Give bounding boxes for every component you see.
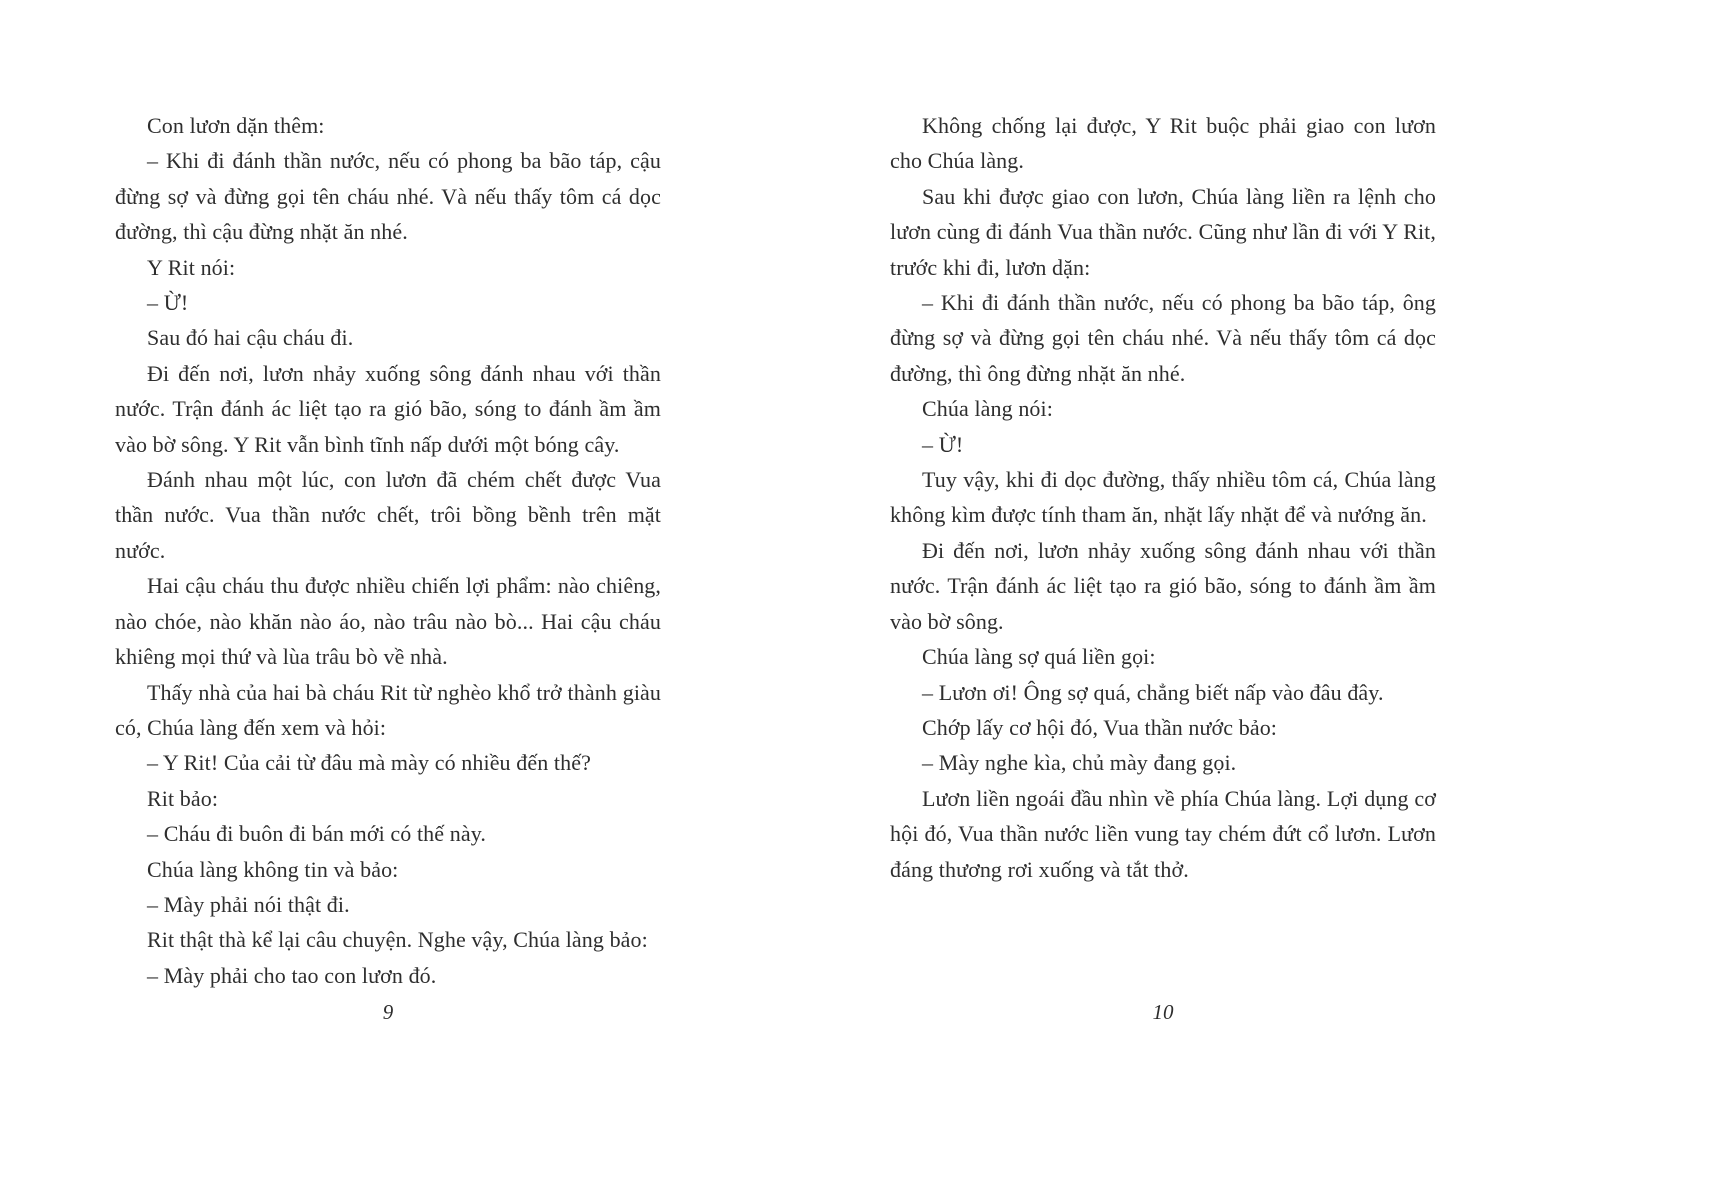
paragraph: Chúa làng sợ quá liền gọi: xyxy=(922,644,1156,670)
paragraph: Con lươn dặn thêm: xyxy=(147,113,325,138)
paragraph: Thấy nhà của hai bà cháu Rit từ nghèo khổ trở thành giàu có, Chúa làng đến xem và hỏi: xyxy=(115,679,661,740)
paragraph: – Khi đi đánh thần nước, nếu có phong ba bão táp, cậu đừng sợ và đừng gọi tên cháu nhé. Và nếu thấy tôm cá dọc đường, thì cậu đừng nhặt ăn nhé. xyxy=(115,148,661,245)
paragraph: Đi đến nơi, lươn nhảy xuống sông đánh nhau với thần nước. Trận đánh ác liệt tạo ra gió bão, sóng to đánh ầm ầm vào bờ sông. Y Rit vẫn bình tĩnh nấp dưới một bóng cây. xyxy=(115,360,661,457)
paragraph: – Mày nghe kìa, chủ mày đang gọi. xyxy=(922,750,1237,776)
page-number-left: 9 xyxy=(382,1000,394,1024)
page-right xyxy=(890,108,1436,887)
paragraph: – Ừ! xyxy=(922,431,964,457)
page-number-right: 10 xyxy=(1152,1000,1174,1024)
paragraph: Rit bảo: xyxy=(147,785,219,811)
paragraph: – Cháu đi buôn đi bán mới có thế này. xyxy=(147,821,486,847)
paragraph: Đi đến nơi, lươn nhảy xuống sông đánh nhau với thần nước. Trận đánh ác liệt tạo ra gió bão, sóng to đánh ầm ầm vào bờ sông. xyxy=(890,537,1436,634)
paragraph: – Y Rit! Của cải từ đâu mà mày có nhiều đến thế? xyxy=(147,750,591,776)
paragraph: – Ừ! xyxy=(147,290,189,316)
paragraph: – Mày phải nói thật đi. xyxy=(147,891,350,917)
paragraph: – Mày phải cho tao con lươn đó. xyxy=(147,962,437,988)
paragraph: Rit thật thà kể lại câu chuyện. Nghe vậy, Chúa làng bảo: xyxy=(147,927,648,953)
paragraph: Y Rit nói: xyxy=(147,254,236,280)
paragraph: Tuy vậy, khi đi dọc đường, thấy nhiều tôm cá, Chúa làng không kìm được tính tham ăn, nhặt lấy nhặt để và nướng ăn. xyxy=(890,467,1436,528)
paragraph: Sau khi được giao con lươn, Chúa làng liền ra lệnh cho lươn cùng đi đánh Vua thần nước. Cũng như lần đi với Y Rit, trước khi đi, lươn dặn: xyxy=(890,183,1436,280)
paragraph: Lươn liền ngoái đầu nhìn về phía Chúa làng. Lợi dụng cơ hội đó, Vua thần nước liền vung tay chém đứt cổ lươn. Lươn đáng thương rơi xuống và tắt thở. xyxy=(890,785,1436,882)
paragraph: Hai cậu cháu thu được nhiều chiến lợi phẩm: nào chiêng, nào chóe, nào khăn nào áo, nào trâu nào bò... Hai cậu cháu khiêng mọi thứ và lùa trâu bò về nhà. xyxy=(115,573,661,670)
paragraph: Sau đó hai cậu cháu đi. xyxy=(147,325,354,351)
paragraph: Chúa làng không tin và bảo: xyxy=(147,856,399,882)
paragraph: Chớp lấy cơ hội đó, Vua thần nước bảo: xyxy=(922,714,1278,740)
paragraph: Chúa làng nói: xyxy=(922,396,1053,422)
paragraph: – Lươn ơi! Ông sợ quá, chẳng biết nấp vào đâu đây. xyxy=(922,679,1384,705)
page-left-text xyxy=(115,108,661,993)
paragraph: – Khi đi đánh thần nước, nếu có phong ba bão táp, ông đừng sợ và đừng gọi tên cháu nhé. Và nếu thấy tôm cá dọc đường, thì ông đừng nhặt ăn nhé. xyxy=(890,290,1436,386)
paragraph: Không chống lại được, Y Rit buộc phải giao con lươn cho Chúa làng. xyxy=(890,113,1436,174)
page-left xyxy=(115,108,661,993)
paragraph: Đánh nhau một lúc, con lươn đã chém chết được Vua thần nước. Vua thần nước chết, trôi bồng bềnh trên mặt nước. xyxy=(115,467,661,563)
page-right-text xyxy=(890,108,1436,887)
